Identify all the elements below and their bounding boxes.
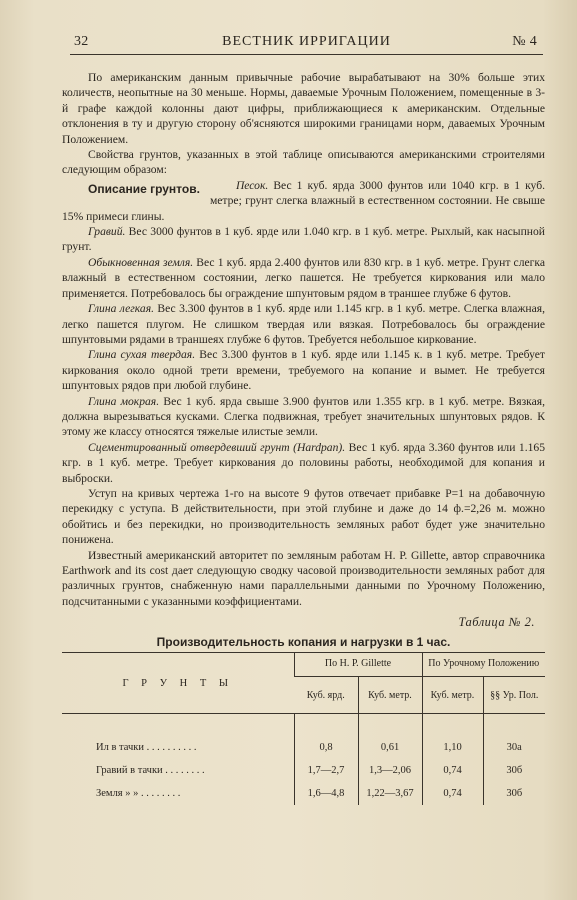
table-row [62,759,545,782]
soil-description: Вес 1 куб. ярда 3000 фунтов или 1040 кгр. в 1 куб. метре; грунт слегка влажный в естественном состоянии. Не свыше 15% примеси глины. [62,178,545,223]
table-header-row [62,653,545,677]
row-label: Ил в тачки . . . . . . . . . . [96,742,197,754]
row-label: Гравий в тачки . . . . . . . . [96,765,205,777]
soil-name: Гравий. [88,225,126,239]
soil-entry-wet-clay [62,394,545,440]
table-cell: 0,74 [422,782,483,805]
column-header: Куб. ярд. [294,677,358,714]
article-body [62,70,545,805]
table-cell: 1,3—2,06 [358,759,422,782]
soil-description: Вес 1 куб. ярда свыше 3.900 фунтов или 1.355 кгр. в 1 куб. метре. Вязкая, должна вырезываться кусками. Слегка подвижная, требует значительных шпунтовых рядов. К этому же классу относятся тяжелые илистые земли. [62,394,545,439]
soil-description: Вес 3000 фунтов в 1 куб. ярде или 1.040 кгр. в 1 куб. метре. Рыхлый, как насыпной грунт. [62,225,545,254]
soil-entry-gravel [62,224,545,255]
table-row [62,782,545,805]
table-row [62,714,545,760]
column-header: §§ Ур. Пол. [483,677,545,714]
table-cell: 0,61 [358,714,422,760]
soil-description: Вес 3.300 фунтов в 1 куб. ярде или 1.145 кгр. в 1 куб. метре. Слегка влажная, легко пашется плугом. Не слишком твердая или вязкая. Потребовалось бы ограждение шпунтовыми рядами в траншеях глубже 6 футов. Требуется небольшое киркование. [62,302,545,346]
table-cell: 30б [483,782,545,805]
table-cell: 0,74 [422,759,483,782]
soil-name: Глина мокрая. [88,394,160,408]
column-group-uroch: По Урочному Положению [422,653,545,677]
table-cell: 0,8 [294,714,358,760]
soil-description: Вес 3.300 фунтов в 1 куб. ярде или 1.145 к. в 1 куб. метре. Требует киркования около одной трети времени, требуемого на копание и вымет. Не требуется шпунтовых рядов при любой глубине. [62,348,545,393]
section-side-heading: Описание грунтов. [88,181,200,196]
soil-name: Обыкновенная земля. [88,255,194,269]
soil-description: Вес 1 куб. ярда 2.400 фунтов или 830 кгр. в 1 куб. метре. Грунт слегка влажный в естественном состоянии, легко пашется. Не требуется киркования или мало применяется. Потребовалось бы ограждение шпунтовым рядом в траншее глубже 6 футов. [62,255,545,300]
soil-name: Сцементированный отвердевший грунт (Hardpan). [88,440,346,454]
column-header: Куб. метр. [358,677,422,714]
table-number: Таблица № 2. [458,615,535,630]
column-group-gillette: По Н. Р. Gillette [294,653,422,677]
soil-entry-ordinary-earth [62,255,545,301]
table-cell: 30б [483,759,545,782]
row-label: Земля » » . . . . . . . . [96,788,181,800]
table-cell: 1,22—3,67 [358,782,422,805]
paragraph-slope-step: Уступ на кривых чертежа 1-го на высоте 9 футов отвечает прибавке Р=1 на добавочную перекидку с уступа. В действительности, при этой глубине и даже до 14 ф.=2,26 м. можно обойтись и без перекидки, но производительность земляных работ будет уже значительно понижена. [62,486,545,547]
running-header [70,32,543,55]
column-header-soils: Г Р У Н Т Ы [62,653,294,714]
page-number: 32 [74,34,89,49]
column-header: Куб. метр. [422,677,483,714]
soil-entry-sand [62,178,545,224]
paragraph-gillette: Известный американский авторитет по земляным работам Н. Р. Gillette, автор справочника Earthwork and its cost дает следующую сводку часовой производительности земляных работ для различных грунтов, снабженную нами параллельными данными по Урочному Положению, подсчитанными с указанными коэффициентами. [62,548,545,608]
table-cell: 1,10 [422,714,483,760]
soil-name: Глина сухая твердая. [88,348,196,362]
table-cell: 1,7—2,7 [294,759,358,782]
soil-entry-dry-hard-clay [62,347,545,393]
paragraph-american-data: По американским данным привычные рабочие вырабатывают на 30% больше этих количеств, неопытные на 30 меньше. Нормы, даваемые Урочным Положением, помещенные в 3-й графе каждой колонны дают цифры, приближающиеся к американским. Отдельные отклонения в ту и другую сторону об'ясняются широкими границами норм, даваемых Урочным Положением. [62,71,545,146]
journal-title: ВЕСТНИК ИРРИГАЦИИ [222,34,391,49]
table-cell: 30а [483,714,545,760]
issue-number: № 4 [512,34,537,49]
soil-entry-light-clay [62,301,545,347]
soil-name: Глина легкая. [88,302,154,316]
table-cell: 1,6—4,8 [294,782,358,805]
productivity-table [62,652,545,805]
paragraph-soil-properties: Свойства грунтов, указанных в этой таблице описываются американскими строителями следующим образом: [62,148,545,177]
soil-description: Вес 1 куб. ярда 3.360 фунтов или 1.165 кгр. в 1 куб. метре. Требует киркования до половины работы, необходимой для копания и выброски. [62,440,545,485]
soil-entry-hardpan [62,440,545,486]
table-title: Производительность копания и нагрузки в 1 час. [156,634,451,649]
soil-name: Песок. [235,178,269,192]
